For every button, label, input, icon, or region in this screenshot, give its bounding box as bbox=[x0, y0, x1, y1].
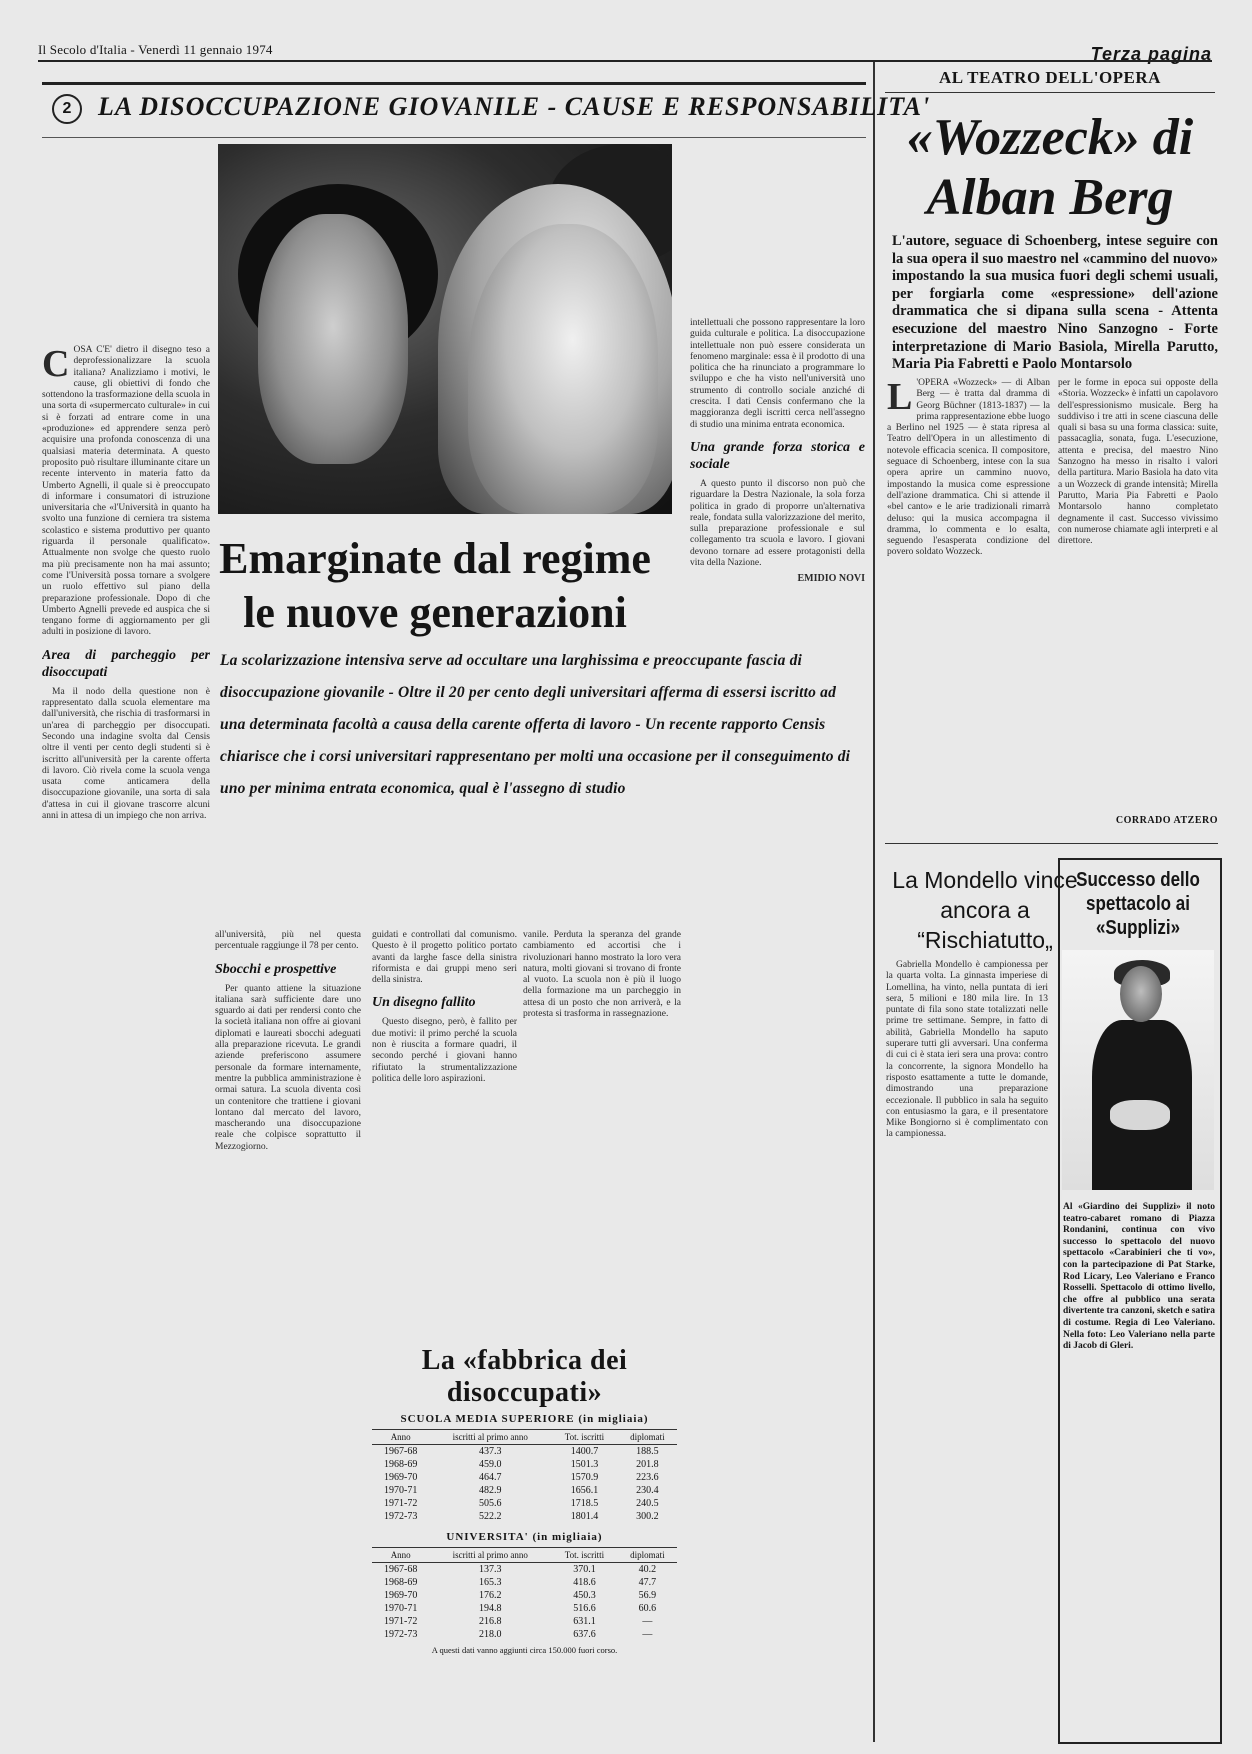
spettacolo-caption: Al «Giardino dei Supplizi» il noto teatro-cabaret romano di Piazza Rondanini, continua con vivo successo lo spettacolo del nuovo spettacolo «Carabinieri che ti vo», con la partecipazione di Pat Starke, Rod Licary, Leo Valeriano e Franco Rosselli. Spettacolo di ottimo livello, che offre al pubblico una serata divertente tra canzoni, sketch e satira di costume. Regia di Leo Valeriano. Nella foto: Leo Valeriano nella parte di Jacob di Gleri. bbox=[1063, 1202, 1215, 1352]
table-cell: 47.7 bbox=[638, 1577, 657, 1588]
article-signature: EMIDIO NOVI bbox=[797, 573, 865, 585]
table-cell: 1968-69 bbox=[384, 1577, 418, 1588]
article-column-2 bbox=[215, 930, 361, 1745]
table-row bbox=[372, 1602, 677, 1615]
table-cell: 637.6 bbox=[573, 1629, 596, 1640]
newspaper-dateline: Il Secolo d'Italia - Venerdì 11 gennaio 1974 bbox=[38, 42, 273, 57]
article-paragraph: Questo disegno, però, è fallito per due motivi: il primo perché la scuola non è riuscita a formare quadri, il secondo perché i giovani hanno rifiutato la strumentalizzazione politica delle loro aspirazioni. bbox=[372, 1017, 517, 1084]
table-cell: 1968-69 bbox=[384, 1459, 418, 1470]
article-paragraph: intellettuali che possono rappresentare la loro guida culturale e politica. La disoccupazione intellettuale non può essere considerata un fenomeno marginale: essa è il prodotto di una politica che ha rinunciato a programmare lo sviluppo e che ha visto nell'università uno strumento di controllo sociale anziché di crescita. I dati Censis confermano che la maggioranza degli iscritti cerca nell'assegno di studio una minima entrata economica. bbox=[690, 318, 865, 430]
wozzeck-signature: CORRADO ATZERO bbox=[1115, 815, 1218, 826]
drop-cap: L bbox=[887, 378, 913, 418]
article-paragraph: vanile. Perduta la speranza del grande cambiamento ed accortisi che i rivoluzionari hanno mostrato la loro vera natura, molti giovani si trovano di fronte al vuoto. La scuola non è più il luogo della formazione ma un parcheggio in attesa di un posto che non arriverà, e la protesta si trasforma in rassegnazione. bbox=[523, 930, 681, 1020]
table-header-cell: Tot. iscritti bbox=[551, 1548, 618, 1563]
table-cell: 1656.1 bbox=[570, 1485, 599, 1496]
table-cell: 176.2 bbox=[479, 1590, 502, 1601]
table-header-cell: Tot. iscritti bbox=[551, 1430, 618, 1445]
table-cell: 300.2 bbox=[636, 1511, 659, 1522]
table-subtitle: SCUOLA MEDIA SUPERIORE (in migliaia) bbox=[400, 1413, 649, 1425]
article-subhead: Un disegno fallito bbox=[372, 995, 476, 1011]
table-cell: 1971-72 bbox=[384, 1616, 418, 1627]
university-table bbox=[372, 1547, 677, 1641]
section-number: 2 bbox=[52, 94, 82, 124]
table-cell: 482.9 bbox=[479, 1485, 502, 1496]
actor-photo bbox=[1062, 950, 1214, 1190]
table-cell: 631.1 bbox=[573, 1616, 596, 1627]
article-subhead: Area di parcheggio per disoccupati bbox=[42, 647, 210, 680]
table-cell: 240.5 bbox=[636, 1498, 659, 1509]
actor-head bbox=[1120, 966, 1162, 1022]
mondello-headline: La Mondello vince ancora a “Rischiatutto„ bbox=[892, 867, 1078, 953]
table-cell: 201.8 bbox=[636, 1459, 659, 1470]
table-row bbox=[372, 1484, 677, 1497]
table-cell: 464.7 bbox=[479, 1472, 502, 1483]
table-cell: 218.0 bbox=[479, 1629, 502, 1640]
table-cell: 1570.9 bbox=[570, 1472, 599, 1483]
article-paragraph: 'OPERA «Wozzeck» — di Alban Berg — è tratta dal dramma di Georg Büchner (1813-1837) — la prima rappresentazione ebbe luogo a Berlino nel 1925 — è stata ripresa al Teatro dell'Opera in un allestimento di notevole efficacia scenica. Il compositore, seguace di Schoenberg, intese con la sua opera aprire un cammino nuovo, impostando la musica come espressione dell'azione drammatica. Chi si attende il «bel canto» e le arie tradizionali rimarrà deluso: qui la musica accompagna il dramma, lo commenta e lo esalta, seguendo l'esasperata condizione del povero soldato Wozzeck. bbox=[887, 378, 1050, 558]
table-row bbox=[372, 1615, 677, 1628]
table-cell: 450.3 bbox=[573, 1590, 596, 1601]
statistics-box bbox=[372, 1345, 677, 1745]
table-row bbox=[372, 1471, 677, 1484]
youth-photo bbox=[218, 144, 672, 514]
drop-cap: C bbox=[42, 345, 70, 385]
table-cell: 216.8 bbox=[479, 1616, 502, 1627]
table-header-cell: Anno bbox=[372, 1548, 429, 1563]
table-cell: 137.3 bbox=[479, 1564, 502, 1575]
right-section-label: AL TEATRO DELL'OPERA bbox=[885, 68, 1215, 93]
article-column-3 bbox=[372, 930, 517, 1335]
page-section-label: Terza pagina bbox=[1090, 44, 1212, 64]
wozzeck-column-2 bbox=[1058, 378, 1218, 808]
table-cell: 40.2 bbox=[638, 1564, 657, 1575]
wozzeck-column-1 bbox=[887, 378, 1050, 833]
secondary-school-table bbox=[372, 1429, 677, 1523]
table-cell: 56.9 bbox=[638, 1590, 657, 1601]
table-cell: 1801.4 bbox=[570, 1511, 599, 1522]
wozzeck-deck: L'autore, seguace di Schoenberg, intese seguire con la sua opera il suo maestro nel «cammino del nuovo» impostando la sua musica fuori degli schemi usuali, per forgiarla come «espressione» dell'azione drammatica che si dipana sulla scena - Attenta esecuzione del maestro Nino Sanzogno - Forte interpretazione di Mario Basiola, Mirella Parutto, Maria Pia Fabretti e Paolo Montarsolo bbox=[892, 233, 1218, 373]
table-cell: 1972-73 bbox=[384, 1629, 418, 1640]
table-cell: 1718.5 bbox=[570, 1498, 599, 1509]
table-cell: 1971-72 bbox=[384, 1498, 418, 1509]
table-cell: 1970-71 bbox=[384, 1603, 418, 1614]
photo-boy-face bbox=[258, 214, 408, 464]
table-cell: — bbox=[642, 1629, 653, 1640]
table-cell: 230.4 bbox=[636, 1485, 659, 1496]
table-cell: — bbox=[642, 1616, 653, 1627]
article-paragraph: OSA C'E' dietro il disegno teso a deprofessionalizzare la scuola italiana? Analizziamo i motivi, le cause, gli obiettivi di fondo che sottendono la trasformazione della scuola in una sorta di «supermercato culturale» in cui si è forzati ad entrare come in una «produzione» ed apprendere senza però acquisire una profonda conoscenza di una qualsiasi materia determinata. A questo proposito può risultare illuminante citare un recente intervento in materia fatto da Umberto Agnelli, il quale si è preoccupato di informare i consumatori di istruzione universitaria che «l'Università in quanto ha svolto una funzione di cerniera tra sistema scolastico e sistema produttivo per quanto riguarda il personale qualificato». Attualmente non svolge che questo ruolo ma più precisamente non ha mai assunto; come l'Università possa tornare a svolgere un ruolo effettivo sul piano della preparazione professionale. Dopo di che Umberto Agnelli prevede ed auspica che si tengano forme di aggiornamento per gli adulti in posizione di lavoro. bbox=[42, 345, 210, 638]
table-cell: 522.2 bbox=[479, 1511, 502, 1522]
table-row bbox=[372, 1445, 677, 1459]
table-header-cell: iscritti al primo anno bbox=[429, 1548, 551, 1563]
article-column-5 bbox=[690, 318, 865, 1738]
article-paragraph: Ma il nodo della questione non è rappresentato dalla scuola elementare ma dall'università, che rischia di trasformarsi in un'area di parcheggio per disoccupati. Secondo una indagine svolta dal Censis oltre il venti per cento degli studenti si è iscritto all'università per la carente offerta di lavoro. Ciò rivela come la scuola venga usata come anticamera della disoccupazione giovanile, una sorta di sala d'attesa in cui il giovane trascorre alcuni anni in attesa di un impiego che non arriva. bbox=[42, 686, 210, 821]
table-cell: 223.6 bbox=[636, 1472, 659, 1483]
table-header-cell: iscritti al primo anno bbox=[429, 1430, 551, 1445]
header-rule bbox=[38, 60, 1212, 62]
article-column-4 bbox=[523, 930, 681, 1335]
table-cell: 1501.3 bbox=[570, 1459, 599, 1470]
table-row bbox=[372, 1589, 677, 1602]
table-cell: 418.6 bbox=[573, 1577, 596, 1588]
table-cell: 1969-70 bbox=[384, 1472, 418, 1483]
article-paragraph: Gabriella Mondello è campionessa per la quarta volta. La ginnasta imperiese di Lomellina, ha vinto, nella puntata di ieri sera, 5 milioni e 180 mila lire. In 13 puntate di fila sono state totalizzati nelle prime tre settimane. Sempre, in fatto di abilità, Gabriella Mondello ha saputo superare tutti gli avversari. Una conferma di cui ci è stata ieri sera una prova: contro la concorrente, la signora Mondello ha risposto esattamente a tutte le domande, dimostrando una preparazione eccezionale. Il pubblico in sala ha seguito con entusiasmo la gara, e il presentatore Mike Bongiorno si è complimentato con la campionessa. bbox=[886, 960, 1048, 1140]
table-cell: 516.6 bbox=[573, 1603, 596, 1614]
table-cell: 60.6 bbox=[638, 1603, 657, 1614]
actor-hand bbox=[1110, 1100, 1170, 1130]
table-cell: 188.5 bbox=[636, 1446, 659, 1457]
table-row bbox=[372, 1510, 677, 1523]
article-paragraph: per le forme in epoca sui opposte della «Storia. Wozzeck» è infatti un capolavoro dell'espressionismo musicale. Berg ha suddiviso i tre atti in scene ciascuna delle quali si basa su una forma classica: suite, passacaglia, sonata, fuga. L'esecuzione, attenta e precisa, del maestro Nino Sanzogno ha messo in risalto i valori della partitura. Mario Basiola ha dato vita a un Wozzeck di grande intensità; Mirella Parutto, Maria Pia Fabretti e Paolo Montarsolo hanno completato degnamente il cast. Successo vivissimo con numerose chiamate agli interpreti e al direttore. bbox=[1058, 378, 1218, 547]
table-row bbox=[372, 1576, 677, 1589]
table-cell: 370.1 bbox=[573, 1564, 596, 1575]
article-subhead: Una grande forza storica e sociale bbox=[690, 439, 865, 472]
table-cell: 1969-70 bbox=[384, 1590, 418, 1601]
table-cell: 165.3 bbox=[479, 1577, 502, 1588]
main-deck: La scolarizzazione intensiva serve ad occultare una larghissima e preoccupante fascia di disoccupazione giovanile - Oltre il 20 per cento degli universitari afferma di essersi iscritto ad una determinata facoltà a causa della carente offerta di lavoro - Un recente rapporto Censis chiarisce che i corsi universitari rappresentano per molti una occasione per il conseguimento di uno per minima entrata economica, qual è l'assegno di studio bbox=[220, 652, 851, 797]
article-paragraph: guidati e controllati dal comunismo. Questo è il progetto politico portato avanti da larghe fasce della sinistra riformista e dai gruppi meno seri della sinistra. bbox=[372, 930, 517, 986]
table-header-cell: diplomati bbox=[618, 1430, 677, 1445]
article-column-1 bbox=[42, 345, 210, 1740]
table-cell: 505.6 bbox=[479, 1498, 502, 1509]
table-cell: 1972-73 bbox=[384, 1511, 418, 1522]
article-paragraph: all'università, più nel questa percentuale raggiunge il 78 per cento. bbox=[215, 930, 361, 952]
table-row bbox=[372, 1497, 677, 1510]
table-title: La «fabbrica dei disoccupati» bbox=[421, 1345, 628, 1408]
table-cell: 459.0 bbox=[479, 1459, 502, 1470]
table-subtitle: UNIVERSITA' (in migliaia) bbox=[446, 1531, 603, 1543]
table-row bbox=[372, 1563, 677, 1577]
article-subhead: Sbocchi e prospettive bbox=[215, 961, 337, 977]
section-title: LA DISOCCUPAZIONE GIOVANILE - CAUSE E RESPONSABILITA' bbox=[98, 92, 931, 121]
table-cell: 1400.7 bbox=[570, 1446, 599, 1457]
article-paragraph: Per quanto attiene la situazione italiana sarà sufficiente dare uno sguardo ai dati per rendersi conto che la società italiana non offre ai giovani diplomati e laureati sbocchi adeguati alla preparazione ricevuta. Le grandi aziende preferiscono assumere personale da formare internamente, mentre la pubblica amministrazione è ormai satura. La scuola diventa così un contenitore che trattiene i giovani lontano dal mercato del lavoro, mascherando una disoccupazione reale che colpisce soprattutto il Mezzogiorno. bbox=[215, 983, 361, 1152]
mondello-body bbox=[886, 960, 1048, 1742]
horizontal-rule bbox=[885, 843, 1218, 844]
article-paragraph: A questo punto il discorso non può che riguardare la Destra Nazionale, la sola forza politica in grado di proporre un'alternativa reale, fondata sulla valorizzazione del merito, sulla preparazione professionale e sul collegamento tra scuola e lavoro. I giovani devono tornare ad essere protagonisti della vita della Nazione. bbox=[690, 478, 865, 569]
spettacolo-headline: Successo dello spettacolo ai «Supplizi» bbox=[1076, 869, 1200, 939]
table-cell: 1967-68 bbox=[384, 1564, 418, 1575]
main-headline: Emarginate dal regime le nuove generazioni bbox=[219, 534, 651, 637]
table-header-cell: Anno bbox=[372, 1430, 429, 1445]
table-row bbox=[372, 1458, 677, 1471]
table-header-cell: diplomati bbox=[618, 1548, 677, 1563]
table-note: A questi dati vanno aggiunti circa 150.000 fuori corso. bbox=[431, 1645, 618, 1655]
column-divider bbox=[873, 62, 875, 1742]
wozzeck-headline: «Wozzeck» di Alban Berg bbox=[906, 109, 1194, 226]
table-cell: 1970-71 bbox=[384, 1485, 418, 1496]
table-cell: 194.8 bbox=[479, 1603, 502, 1614]
photo-girl-face bbox=[468, 224, 658, 514]
table-row bbox=[372, 1628, 677, 1641]
table-cell: 437.3 bbox=[479, 1446, 502, 1457]
table-cell: 1967-68 bbox=[384, 1446, 418, 1457]
